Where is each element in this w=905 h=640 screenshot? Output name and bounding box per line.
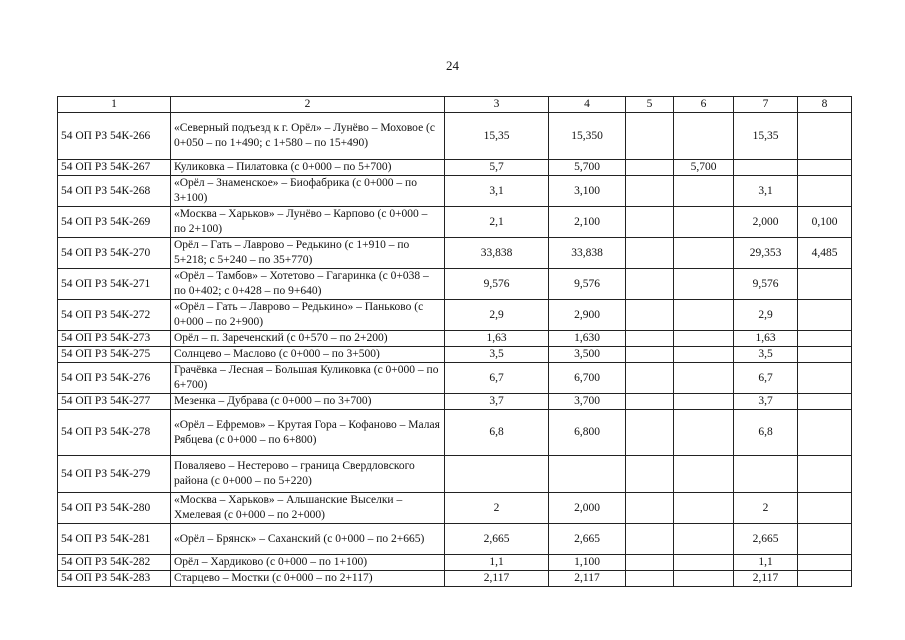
cell-col7: 3,7 <box>734 394 798 410</box>
table-row <box>58 493 852 524</box>
cell-col6 <box>674 493 734 524</box>
table-row <box>58 394 852 410</box>
road-code: 54 ОП РЗ 54К-282 <box>58 555 171 571</box>
cell-col3: 6,7 <box>445 363 549 394</box>
road-code: 54 ОП РЗ 54К-280 <box>58 493 171 524</box>
road-name: «Орёл – Брянск» – Саханский (с 0+000 – по 2+665) <box>171 524 445 555</box>
cell-col4: 2,000 <box>549 493 626 524</box>
cell-col6 <box>674 238 734 269</box>
road-code: 54 ОП РЗ 54К-269 <box>58 207 171 238</box>
cell-col4 <box>549 456 626 493</box>
road-name: Орёл – Гать – Лаврово – Редькино (с 1+910 – по 5+218; с 5+240 – по 35+770) <box>171 238 445 269</box>
cell-col3: 3,7 <box>445 394 549 410</box>
cell-col4: 3,500 <box>549 347 626 363</box>
cell-col5 <box>626 347 674 363</box>
column-header: 7 <box>734 97 798 113</box>
road-code: 54 ОП РЗ 54К-266 <box>58 113 171 160</box>
cell-col3: 2 <box>445 493 549 524</box>
cell-col8 <box>798 347 852 363</box>
road-code: 54 ОП РЗ 54К-279 <box>58 456 171 493</box>
cell-col4: 2,100 <box>549 207 626 238</box>
table-row <box>58 176 852 207</box>
cell-col6 <box>674 300 734 331</box>
cell-col3: 9,576 <box>445 269 549 300</box>
cell-col3: 1,1 <box>445 555 549 571</box>
cell-col7 <box>734 160 798 176</box>
cell-col4: 9,576 <box>549 269 626 300</box>
road-name: «Северный подъезд к г. Орёл» – Лунёво – Моховое (с 0+050 – по 1+490; с 1+580 – по 15+490) <box>171 113 445 160</box>
cell-col4: 3,100 <box>549 176 626 207</box>
table-row <box>58 300 852 331</box>
cell-col8 <box>798 394 852 410</box>
cell-col3: 1,63 <box>445 331 549 347</box>
table-row <box>58 331 852 347</box>
road-code: 54 ОП РЗ 54К-273 <box>58 331 171 347</box>
cell-col8 <box>798 300 852 331</box>
cell-col6 <box>674 363 734 394</box>
column-header: 6 <box>674 97 734 113</box>
column-header: 3 <box>445 97 549 113</box>
road-name: «Орёл – Тамбов» – Хотетово – Гагаринка (с 0+038 – по 0+402; с 0+428 – по 9+640) <box>171 269 445 300</box>
road-code: 54 ОП РЗ 54К-272 <box>58 300 171 331</box>
cell-col4: 6,800 <box>549 410 626 456</box>
column-header: 5 <box>626 97 674 113</box>
road-name: «Москва – Харьков» – Лунёво – Карпово (с 0+000 – по 2+100) <box>171 207 445 238</box>
road-code: 54 ОП РЗ 54К-276 <box>58 363 171 394</box>
cell-col6 <box>674 571 734 587</box>
page-number: 24 <box>446 58 459 73</box>
cell-col7: 2,117 <box>734 571 798 587</box>
table-row <box>58 524 852 555</box>
cell-col5 <box>626 176 674 207</box>
table-row <box>58 347 852 363</box>
cell-col6 <box>674 410 734 456</box>
cell-col6 <box>674 456 734 493</box>
cell-col6 <box>674 113 734 160</box>
cell-col3: 2,9 <box>445 300 549 331</box>
cell-col3: 3,5 <box>445 347 549 363</box>
cell-col4: 2,117 <box>549 571 626 587</box>
cell-col3: 3,1 <box>445 176 549 207</box>
column-header: 2 <box>171 97 445 113</box>
cell-col8 <box>798 555 852 571</box>
table-header-row <box>58 97 852 113</box>
cell-col4: 1,630 <box>549 331 626 347</box>
cell-col7: 6,7 <box>734 363 798 394</box>
road-name: Грачёвка – Лесная – Большая Куликовка (с 0+000 – по 6+700) <box>171 363 445 394</box>
road-code: 54 ОП РЗ 54К-270 <box>58 238 171 269</box>
road-code: 54 ОП РЗ 54К-271 <box>58 269 171 300</box>
cell-col7: 29,353 <box>734 238 798 269</box>
cell-col3 <box>445 456 549 493</box>
road-name: «Москва – Харьков» – Альшанские Выселки – Хмелевая (с 0+000 – по 2+000) <box>171 493 445 524</box>
cell-col7: 2,665 <box>734 524 798 555</box>
table-row <box>58 456 852 493</box>
cell-col6 <box>674 176 734 207</box>
cell-col8 <box>798 363 852 394</box>
cell-col6 <box>674 394 734 410</box>
cell-col8 <box>798 176 852 207</box>
cell-col4: 33,838 <box>549 238 626 269</box>
cell-col8: 0,100 <box>798 207 852 238</box>
cell-col8 <box>798 160 852 176</box>
cell-col7: 3,1 <box>734 176 798 207</box>
road-name: Поваляево – Нестерово – граница Свердловского района (с 0+000 – по 5+220) <box>171 456 445 493</box>
cell-col6 <box>674 555 734 571</box>
table-row <box>58 160 852 176</box>
road-code: 54 ОП РЗ 54К-283 <box>58 571 171 587</box>
road-code: 54 ОП РЗ 54К-281 <box>58 524 171 555</box>
cell-col6 <box>674 207 734 238</box>
cell-col3: 6,8 <box>445 410 549 456</box>
cell-col4: 3,700 <box>549 394 626 410</box>
cell-col4: 1,100 <box>549 555 626 571</box>
column-header: 4 <box>549 97 626 113</box>
cell-col4: 15,350 <box>549 113 626 160</box>
table-row <box>58 269 852 300</box>
road-name: «Орёл – Ефремов» – Крутая Гора – Кофаново – Малая Рябцева (с 0+000 – по 6+800) <box>171 410 445 456</box>
cell-col5 <box>626 363 674 394</box>
cell-col7: 2,9 <box>734 300 798 331</box>
cell-col5 <box>626 113 674 160</box>
road-code: 54 ОП РЗ 54К-275 <box>58 347 171 363</box>
road-name: «Орёл – Гать – Лаврово – Редькино» – Паньково (с 0+000 – по 2+900) <box>171 300 445 331</box>
road-register-table <box>57 96 852 587</box>
cell-col5 <box>626 524 674 555</box>
cell-col5 <box>626 493 674 524</box>
cell-col8 <box>798 113 852 160</box>
cell-col3: 33,838 <box>445 238 549 269</box>
cell-col8 <box>798 269 852 300</box>
cell-col7: 3,5 <box>734 347 798 363</box>
cell-col4: 2,665 <box>549 524 626 555</box>
cell-col6 <box>674 269 734 300</box>
road-name: Орёл – п. Зареченский (с 0+570 – по 2+200) <box>171 331 445 347</box>
cell-col7 <box>734 456 798 493</box>
cell-col3: 2,117 <box>445 571 549 587</box>
cell-col5 <box>626 331 674 347</box>
cell-col8 <box>798 493 852 524</box>
cell-col8: 4,485 <box>798 238 852 269</box>
cell-col7: 2,000 <box>734 207 798 238</box>
road-code: 54 ОП РЗ 54К-267 <box>58 160 171 176</box>
table-row <box>58 571 852 587</box>
cell-col3: 5,7 <box>445 160 549 176</box>
cell-col3: 2,1 <box>445 207 549 238</box>
cell-col6 <box>674 347 734 363</box>
cell-col5 <box>626 269 674 300</box>
cell-col8 <box>798 524 852 555</box>
table-row <box>58 207 852 238</box>
road-name: Солнцево – Маслово (с 0+000 – по 3+500) <box>171 347 445 363</box>
road-code: 54 ОП РЗ 54К-277 <box>58 394 171 410</box>
column-header: 1 <box>58 97 171 113</box>
table-row <box>58 363 852 394</box>
cell-col7: 1,63 <box>734 331 798 347</box>
column-header: 8 <box>798 97 852 113</box>
table-row <box>58 113 852 160</box>
road-code: 54 ОП РЗ 54К-268 <box>58 176 171 207</box>
road-name: «Орёл – Знаменское» – Биофабрика (с 0+000 – по 3+100) <box>171 176 445 207</box>
table-row <box>58 238 852 269</box>
cell-col6 <box>674 524 734 555</box>
cell-col3: 2,665 <box>445 524 549 555</box>
cell-col8 <box>798 331 852 347</box>
cell-col6: 5,700 <box>674 160 734 176</box>
cell-col5 <box>626 456 674 493</box>
road-name: Мезенка – Дубрава (с 0+000 – по 3+700) <box>171 394 445 410</box>
cell-col8 <box>798 571 852 587</box>
cell-col4: 6,700 <box>549 363 626 394</box>
road-code: 54 ОП РЗ 54К-278 <box>58 410 171 456</box>
cell-col7: 1,1 <box>734 555 798 571</box>
cell-col8 <box>798 456 852 493</box>
cell-col5 <box>626 571 674 587</box>
road-name: Куликовка – Пилатовка (с 0+000 – по 5+700) <box>171 160 445 176</box>
cell-col5 <box>626 410 674 456</box>
cell-col5 <box>626 160 674 176</box>
cell-col5 <box>626 238 674 269</box>
cell-col7: 6,8 <box>734 410 798 456</box>
cell-col4: 2,900 <box>549 300 626 331</box>
cell-col7: 2 <box>734 493 798 524</box>
cell-col7: 15,35 <box>734 113 798 160</box>
cell-col4: 5,700 <box>549 160 626 176</box>
road-name: Старцево – Мостки (с 0+000 – по 2+117) <box>171 571 445 587</box>
cell-col7: 9,576 <box>734 269 798 300</box>
cell-col3: 15,35 <box>445 113 549 160</box>
cell-col6 <box>674 331 734 347</box>
table-row <box>58 555 852 571</box>
cell-col5 <box>626 555 674 571</box>
road-name: Орёл – Хардиково (с 0+000 – по 1+100) <box>171 555 445 571</box>
table-row <box>58 410 852 456</box>
cell-col5 <box>626 300 674 331</box>
cell-col5 <box>626 207 674 238</box>
cell-col8 <box>798 410 852 456</box>
cell-col5 <box>626 394 674 410</box>
